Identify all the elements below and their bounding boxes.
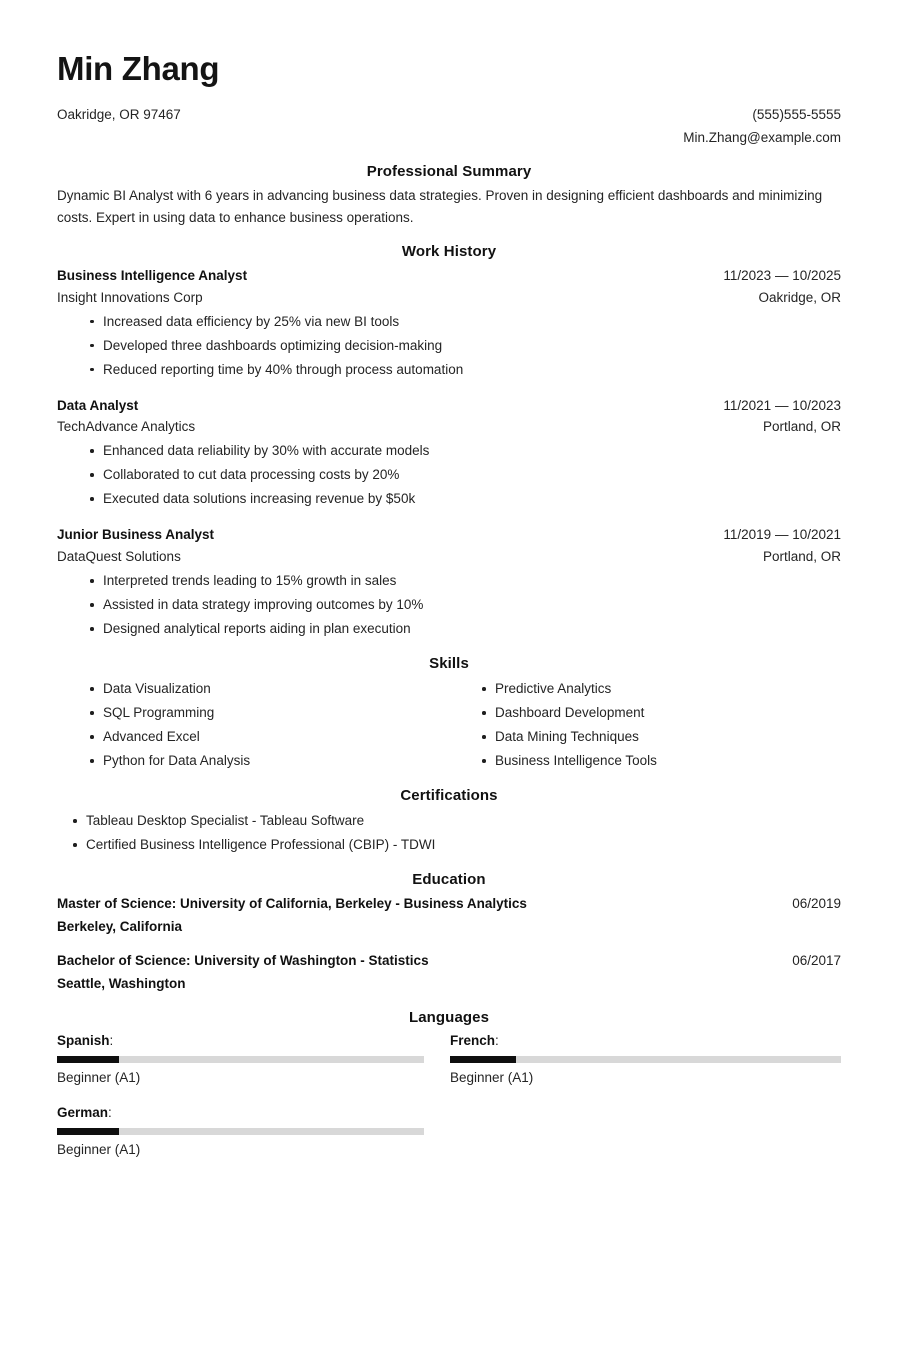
candidate-address: Oakridge, OR 97467: [57, 106, 181, 122]
list-item: Certified Business Intelligence Professional (CBIP) - TDWI: [57, 833, 841, 857]
work-entry-subheader: [57, 416, 841, 438]
language-level: Beginner (A1): [57, 1142, 141, 1158]
list-item: Python for Data Analysis: [57, 749, 449, 773]
list-item: Developed three dashboards optimizing decision-making: [57, 334, 841, 358]
work-entry-location: Portland, OR: [762, 419, 841, 435]
list-item: Enhanced data reliability by 30% with accurate models: [57, 439, 841, 463]
contact-info: [57, 103, 841, 149]
languages-grid: [57, 1031, 841, 1176]
education-entry-header: [57, 893, 841, 916]
language-name-colon: :: [495, 1032, 499, 1048]
education-degree: Master of Science: University of California, Berkeley - Business Analytics: [57, 896, 527, 912]
education-entry: [57, 950, 841, 996]
education-date: 06/2017: [792, 953, 841, 969]
candidate-phone: (555)555-5555: [752, 106, 841, 122]
language-name-text: Spanish: [57, 1032, 110, 1048]
work-entry-header: [57, 524, 841, 546]
professional-summary-text: Dynamic BI Analyst with 6 years in advancing business data strategies. Proven in designing efficient dashboards and minimizing costs. Expert in using data to enhance business operations.: [57, 188, 823, 225]
work-entry-subheader: [57, 287, 841, 309]
language-level: Beginner (A1): [57, 1069, 141, 1085]
list-item: Dashboard Development: [449, 701, 841, 725]
work-entry-dates: 11/2023 — 10/2025: [723, 267, 841, 283]
language-proficiency-fill: [57, 1056, 119, 1063]
language-name: [450, 1031, 841, 1052]
list-item: Data Mining Techniques: [449, 725, 841, 749]
work-entry-dates: 11/2019 — 10/2021: [723, 527, 841, 543]
language-name-text: German: [57, 1105, 109, 1121]
list-item: Assisted in data strategy improving outcomes by 10%: [57, 593, 841, 617]
language-proficiency-bar: [57, 1128, 424, 1135]
work-entry-header: [57, 395, 841, 417]
section-title-certifications: Certifications: [400, 787, 498, 805]
work-entry-bullets: [57, 439, 841, 511]
skills-column-left: [57, 677, 449, 773]
list-item: SQL Programming: [57, 701, 449, 725]
work-entry-company: DataQuest Solutions: [57, 549, 181, 565]
education-degree: Bachelor of Science: University of Washington - Statistics: [57, 953, 429, 969]
language-proficiency-fill: [57, 1128, 119, 1135]
language-name: [57, 1103, 424, 1124]
work-entry: [57, 395, 841, 512]
list-item: Data Visualization: [57, 677, 449, 701]
work-entry-title: Data Analyst: [57, 397, 139, 413]
section-title-skills: Skills: [429, 655, 469, 673]
education-entry: [57, 893, 841, 939]
list-item: Tableau Desktop Specialist - Tableau Software: [57, 809, 841, 833]
work-entry: [57, 265, 841, 382]
language-proficiency-bar: [57, 1056, 424, 1063]
list-item: Predictive Analytics: [449, 677, 841, 701]
list-item: Increased data efficiency by 25% via new BI tools: [57, 310, 841, 334]
skills-column-right: [449, 677, 841, 773]
work-entry-header: [57, 265, 841, 287]
language-entry: [57, 1103, 449, 1161]
education-date: 06/2019: [792, 896, 841, 912]
list-item: Reduced reporting time by 40% through process automation: [57, 358, 841, 382]
skills-columns: [57, 677, 841, 773]
candidate-name: Min Zhang: [57, 50, 220, 87]
language-name-text: French: [450, 1032, 496, 1048]
work-entry-title: Business Intelligence Analyst: [57, 267, 248, 283]
education-location: Berkeley, California: [57, 919, 183, 935]
work-entry: [57, 524, 841, 641]
list-item: Advanced Excel: [57, 725, 449, 749]
work-entry-bullets: [57, 310, 841, 382]
contact-details-block: [683, 103, 841, 149]
language-name-colon: :: [109, 1032, 114, 1048]
work-entry-bullets: [57, 569, 841, 641]
section-title-education: Education: [412, 871, 486, 889]
work-entry-dates: 11/2021 — 10/2023: [723, 397, 841, 413]
education-location: Seattle, Washington: [57, 976, 186, 991]
contact-address-block: [57, 103, 181, 126]
work-entry-location: Oakridge, OR: [758, 289, 841, 305]
list-item: Executed data solutions increasing revenue by $50k: [57, 487, 841, 511]
section-title-languages: Languages: [408, 1008, 490, 1026]
language-entry: [449, 1031, 841, 1089]
language-name: [57, 1031, 424, 1052]
work-entry-location: Portland, OR: [762, 549, 841, 565]
work-entry-company: TechAdvance Analytics: [57, 419, 196, 435]
list-item: Collaborated to cut data processing costs by 20%: [57, 463, 841, 487]
language-level: Beginner (A1): [450, 1069, 534, 1085]
work-entry-subheader: [57, 546, 841, 568]
education-entry-header: [57, 950, 841, 973]
certifications-list: [57, 809, 841, 857]
language-name-colon: :: [108, 1105, 112, 1121]
language-entry: [57, 1031, 449, 1089]
list-item: Designed analytical reports aiding in plan execution: [57, 617, 841, 641]
language-proficiency-fill: [450, 1056, 516, 1063]
language-proficiency-bar: [450, 1056, 841, 1063]
section-title-summary: Professional Summary: [366, 163, 532, 181]
section-title-work-history: Work History: [401, 242, 497, 260]
work-entry-company: Insight Innovations Corp: [57, 289, 203, 305]
candidate-email: Min.Zhang@example.com: [683, 129, 841, 145]
list-item: Business Intelligence Tools: [449, 749, 841, 773]
list-item: Interpreted trends leading to 15% growth in sales: [57, 569, 841, 593]
work-entry-title: Junior Business Analyst: [57, 527, 215, 543]
